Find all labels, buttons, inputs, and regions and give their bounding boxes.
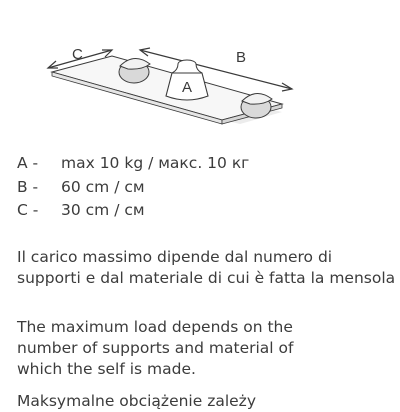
spec-b-length [17,177,145,197]
note-italian: Il carico massimo dipende dal numero di supporti e dal materiale di cui è fatta la mensola [17,248,396,287]
spec-value: 30 cm / см [61,201,145,219]
spec-value: 60 cm / см [61,178,145,196]
label-a: A [182,79,193,96]
spec-key: B - [17,178,39,196]
spec-value: max 10 kg / макс. 10 кг [61,154,250,172]
spec-key: A - [17,154,39,172]
spec-a-max-load [17,153,249,173]
label-b: B [236,49,247,66]
note-next-partial: Maksymalne obciążenie zależy [17,392,256,410]
note-english: The maximum load depends on the number of supports and material of which the self is made. [17,318,294,378]
shelf-diagram [0,0,400,145]
spec-key: C - [17,201,39,219]
spec-c-depth [17,200,145,220]
label-c: C [72,46,83,63]
